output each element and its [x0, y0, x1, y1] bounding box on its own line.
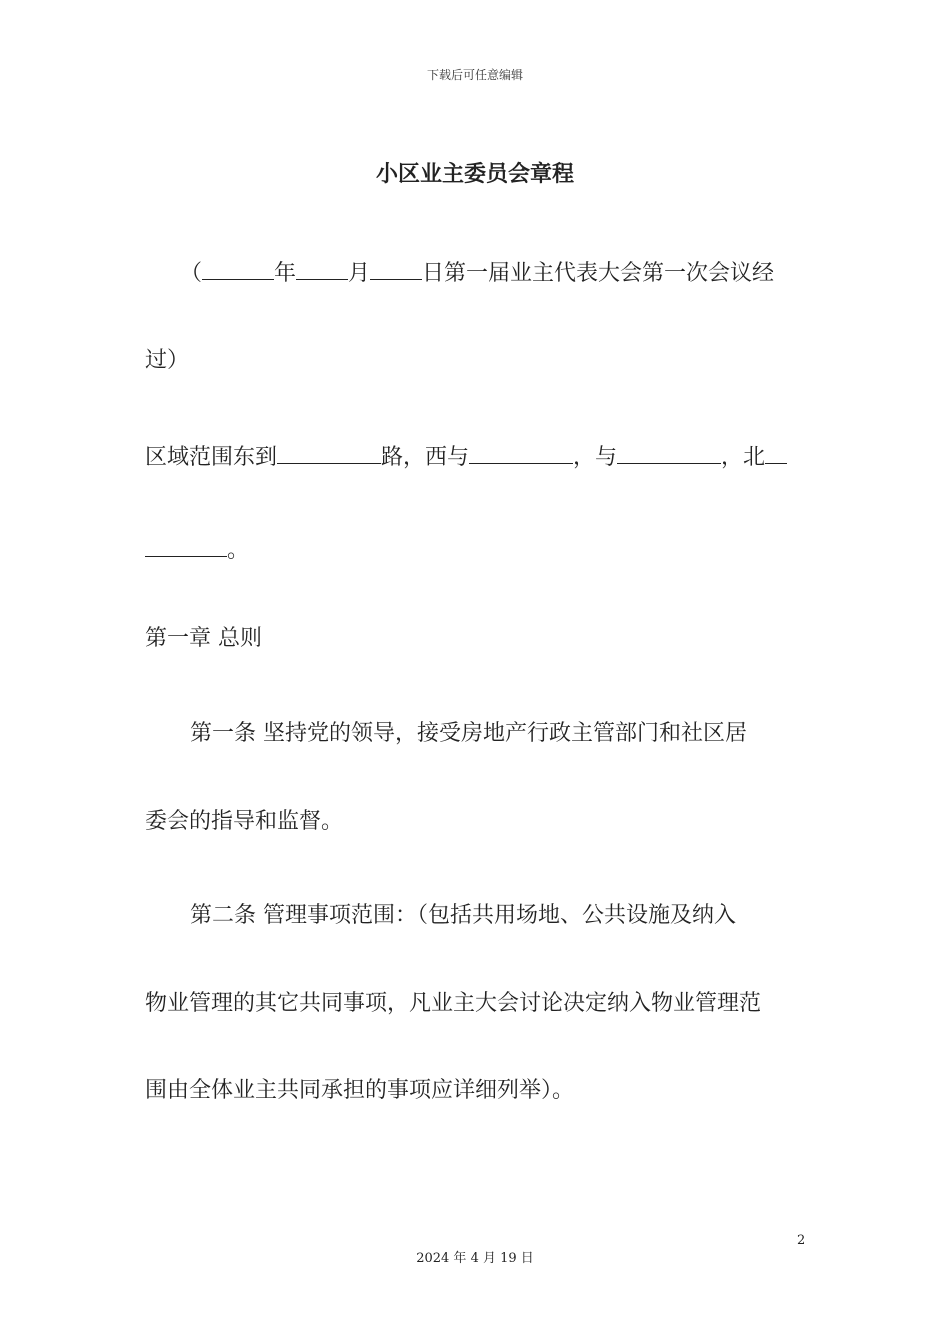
north-blank-start — [765, 462, 787, 464]
area-end: 。 — [227, 538, 250, 563]
area-comma-north: ，北 — [721, 445, 766, 470]
chapter-heading: 第一章 总则 — [145, 626, 262, 651]
area-road: 路，西与 — [381, 445, 470, 470]
page-number: 2 — [797, 1233, 806, 1248]
year-blank — [202, 278, 274, 280]
intro-line-2: 过） — [145, 348, 190, 373]
day-blank — [370, 278, 422, 280]
intro-line-1 — [180, 256, 774, 287]
header-note: 下载后可任意编辑 — [426, 68, 523, 82]
article-1-line-2: 委会的指导和监督。 — [145, 809, 344, 834]
intro-open-paren: （ — [180, 261, 203, 286]
area-comma-with: ，与 — [573, 445, 618, 470]
month-blank — [296, 278, 348, 280]
article-1-line-1: 第一条 坚持党的领导，接受房地产行政主管部门和社区居 — [190, 721, 747, 746]
article-2-line-2: 物业管理的其它共同事项，凡业主大会讨论决定纳入物业管理范 — [145, 991, 762, 1016]
west-blank — [469, 462, 573, 464]
article-2-line-1: 第二条 管理事项范围：（包括共用场地、公共设施及纳入 — [190, 903, 736, 928]
intro-day-rest: 日第一届业主代表大会第一次会议经 — [422, 261, 775, 286]
area-line-1 — [145, 440, 787, 471]
footer-date: 2024 年 4 月 19 日 — [416, 1251, 534, 1266]
south-blank — [617, 462, 721, 464]
north-blank-end — [145, 555, 227, 557]
area-prefix: 区域范围东到 — [145, 445, 278, 470]
article-2-line-3: 围由全体业主共同承担的事项应详细列举）。 — [145, 1078, 575, 1103]
east-blank — [277, 462, 381, 464]
document-title: 小区业主委员会章程 — [375, 162, 574, 187]
intro-year: 年 — [274, 261, 297, 286]
area-line-2 — [145, 533, 249, 564]
intro-month: 月 — [348, 261, 371, 286]
